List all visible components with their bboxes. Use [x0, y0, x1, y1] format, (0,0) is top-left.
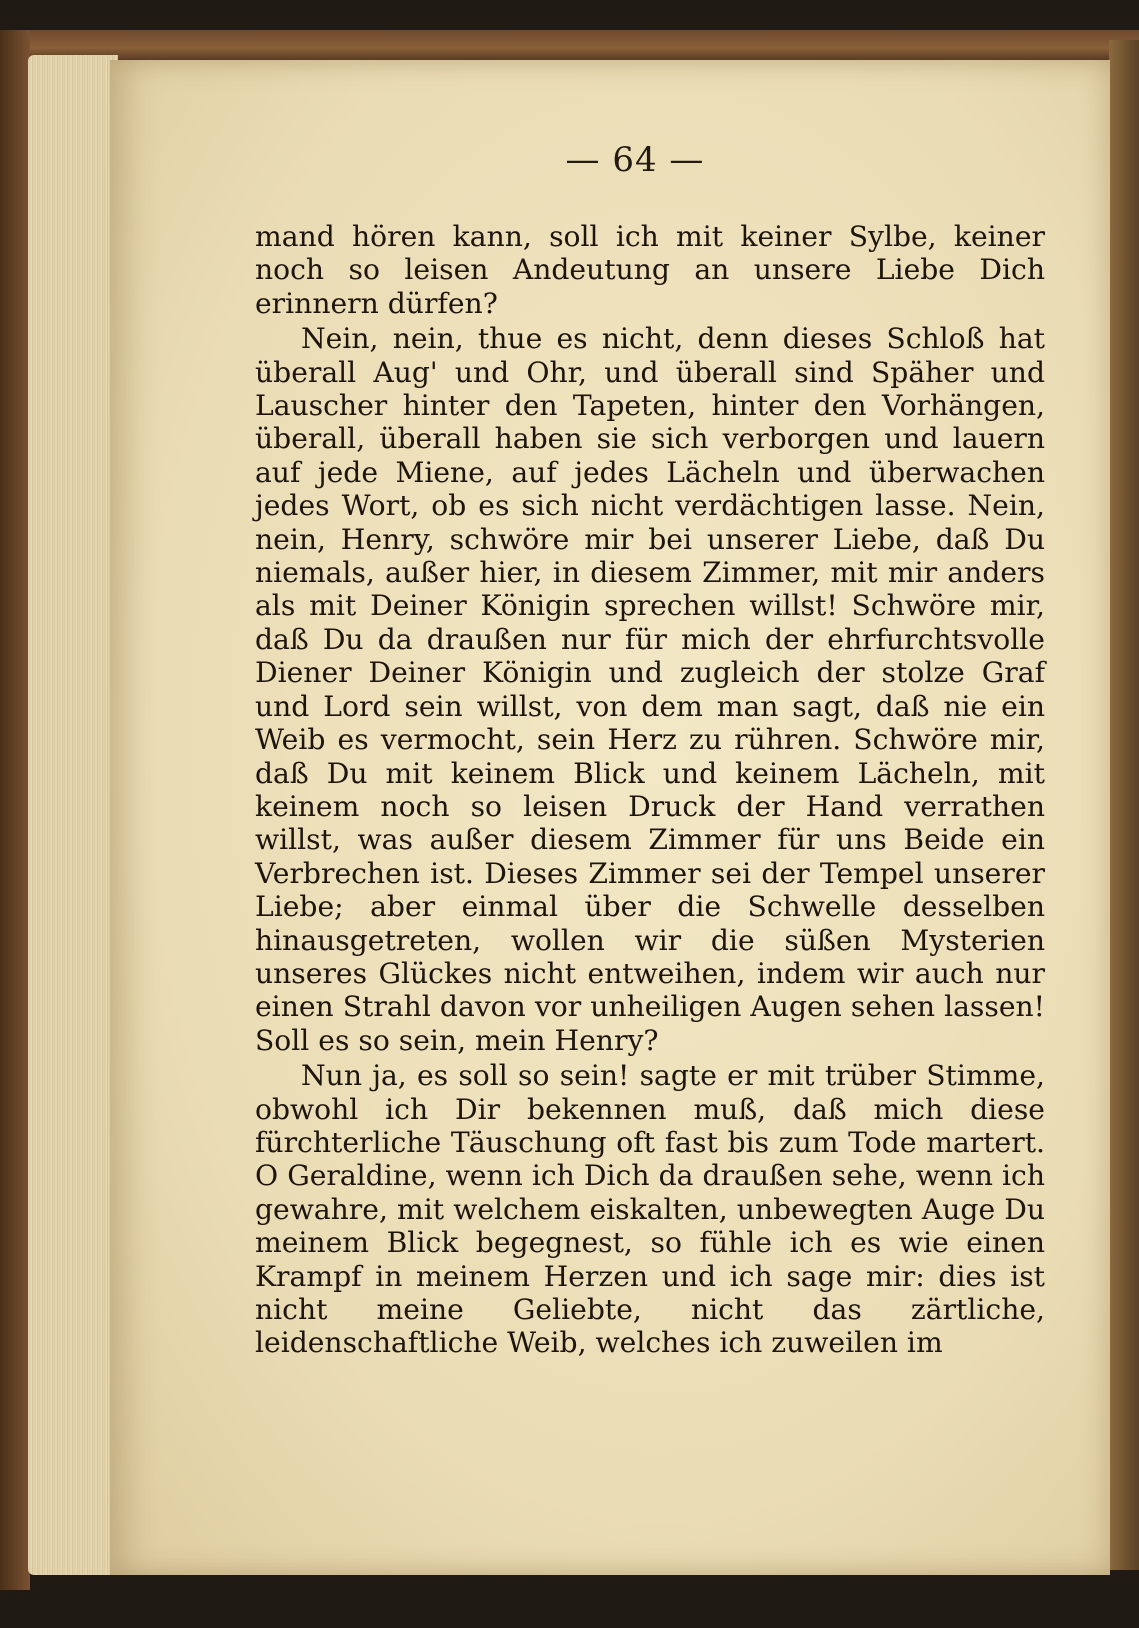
book-cover-right: [1109, 40, 1139, 1570]
page-number: — 64 —: [565, 140, 705, 180]
book-cover-left: [0, 30, 30, 1590]
page-edges: [28, 55, 118, 1575]
paragraph: Nein, nein, thue es nicht, denn dieses Schloß hat überall Aug' und Ohr, und überall sind Späher und Lauscher hinter den Tapeten, hinter den Vorhängen, überall, überall haben sie sich verborgen und lauern auf jede Miene, auf jedes Lächeln und überwachen jedes Wort, ob es sich nicht verdächtigen lasse. Nein, nein, Henry, schwöre mir bei unserer Liebe, daß Du niemals, außer hier, in diesem Zimmer, mit mir anders als mit Deiner Königin sprechen willst! Schwöre mir, daß Du da draußen nur für mich der ehrfurchtsvolle Diener Deiner Königin und zugleich der stolze Graf und Lord sein willst, von dem man sagt, daß nie ein Weib es vermocht, sein Herz zu rühren. Schwöre mir, daß Du mit keinem Blick und keinem Lächeln, mit keinem noch so leisen Druck der Hand verrathen willst, was außer diesem Zimmer für uns Beide ein Verbrechen ist. Dieses Zimmer sei der Tempel unserer Liebe; aber einmal über die Schwelle desselben hinausgetreten, wollen wir die süßen Mysterien unseres Glückes nicht entweihen, indem wir auch nur einen Strahl davon vor unheiligen Augen sehen lassen! Soll es so sein, mein Henry?: [255, 322, 1045, 1057]
book-cover-top: [0, 30, 1139, 60]
paragraph: mand hören kann, soll ich mit keiner Sylbe, keiner noch so leisen Andeutung an unsere Liebe Dich erinnern dürfen?: [255, 220, 1045, 320]
page-text: [255, 220, 1045, 1360]
paragraph: Nun ja, es soll so sein! sagte er mit trüber Stimme, obwohl ich Dir bekennen muß, daß mich diese fürchterliche Täuschung oft fast bis zum Tode martert. O Geraldine, wenn ich Dich da draußen sehe, wenn ich gewahre, mit welchem eiskalten, unbewegten Auge Du meinem Blick begegnest, so fühle ich es wie einen Krampf in meinem Herzen und ich sage mir: dies ist nicht meine Geliebte, nicht das zärtliche, leidenschaftliche Weib, welches ich zuweilen im: [255, 1059, 1045, 1360]
